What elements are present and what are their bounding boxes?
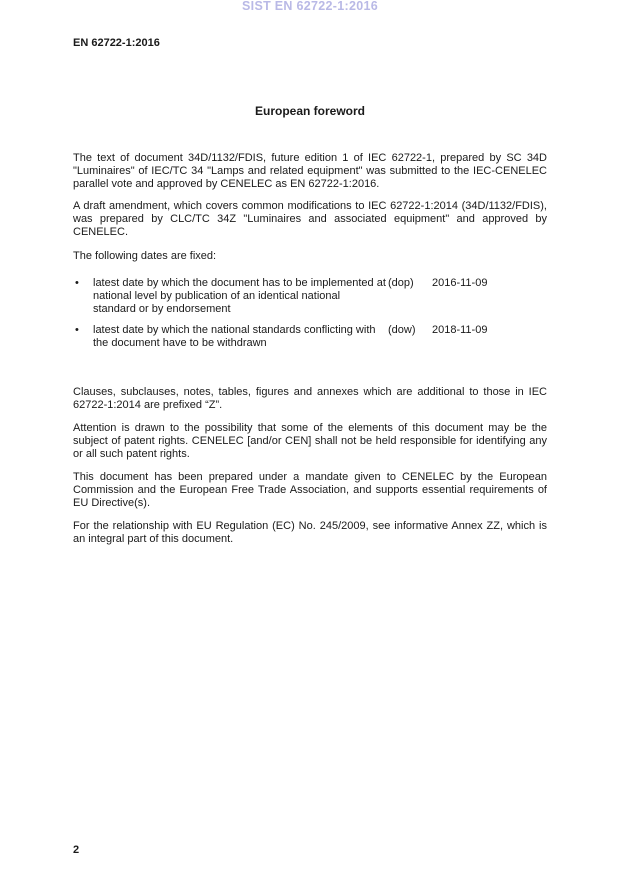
paragraph-document-text: The text of document 34D/1132/FDIS, future edition 1 of IEC 62722-1, prepared by SC 34D "Luminaires" of IEC/TC 34 "Lamps and related equipment" was submitted to the IEC-CENELEC parallel vote and approved by CENELEC as EN 62722-1:2016. [73,152,547,190]
bullet-dow-line-2: the document have to be withdrawn [93,337,267,349]
paragraph-mandate: This document has been prepared under a mandate given to CENELEC by the European Commission and the European Free Trade Association, and supports essential requirements of EU Directive(s). [73,471,547,509]
bullet-dop-line-2: national level by publication of an identical national [93,290,341,302]
page-title: European foreword [254,104,365,118]
bullet-dop-abbr: (dop) [388,277,414,289]
bullet-item-dow [73,324,547,350]
bullet-dow-line-1: latest date by which the national standards conflicting with [93,324,376,336]
bullet-item-dop [73,277,547,316]
page-content [73,0,547,857]
bullet-dow-abbr: (dow) [388,324,416,336]
paragraph-clauses: Clauses, subclauses, notes, tables, figures and annexes which are additional to those in IEC 62722-1:2014 are prefixed “Z”. [73,386,547,411]
bullet-dow-text [93,324,388,350]
document-reference: EN 62722-1:2016 [73,37,160,49]
bullet-icon: • [75,324,79,336]
paragraph-patent-rights: Attention is drawn to the possibility that some of the elements of this document may be the subject of patent rights. CENELEC [and/or CEN] shall not be held responsible for identifying any or all such patent rights. [73,422,547,460]
bullet-dow-date: 2018-11-09 [432,324,488,336]
paragraph-draft-amendment: A draft amendment, which covers common modifications to IEC 62722-1:2014 (34D/1132/FDIS), was prepared by CLC/TC 34Z "Luminaires and associated equipment" and approved by CENELEC. [73,200,547,238]
bullet-icon: • [75,277,79,289]
dates-intro-line: The following dates are fixed: [73,250,217,262]
page-number: 2 [73,844,80,856]
paragraph-eu-regulation: For the relationship with EU Regulation (EC) No. 245/2009, see informative Annex ZZ, which is an integral part of this document. [73,520,547,545]
bullet-dop-date: 2016-11-09 [432,277,488,289]
bullet-dop-line-1: latest date by which the document has to be implemented at [93,277,386,289]
bullet-dop-line-3: standard or by endorsement [93,303,231,315]
sist-watermark: SIST EN 62722-1:2016 [242,0,378,13]
bullet-dop-text [93,277,388,316]
